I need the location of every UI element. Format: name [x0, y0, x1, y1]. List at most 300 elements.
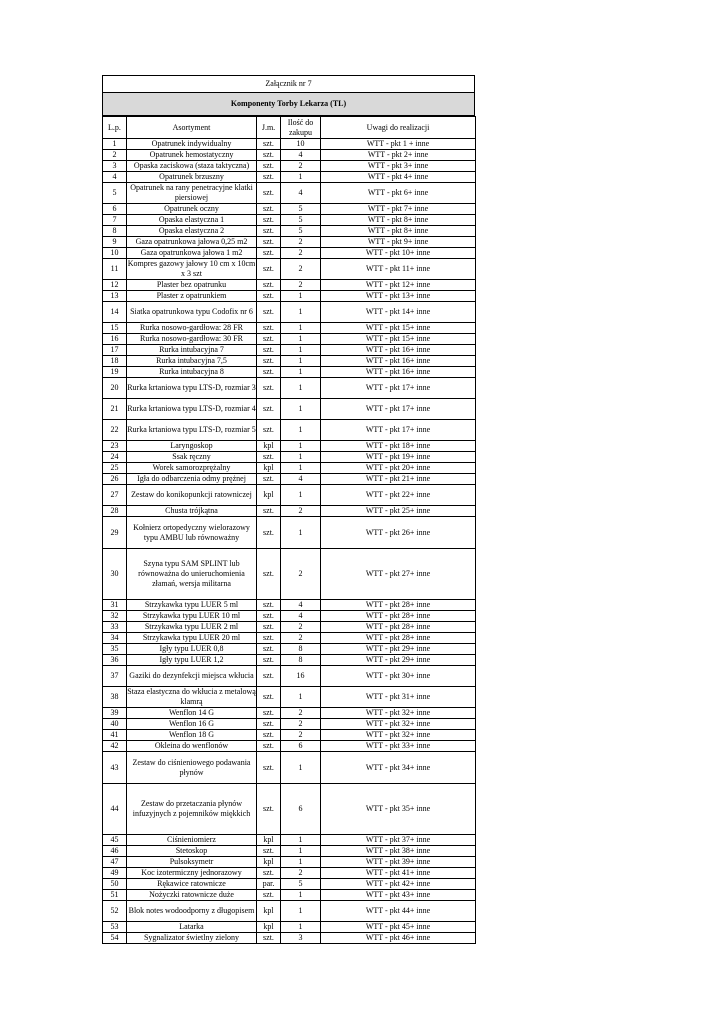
- cell-assortment: Rękawice ratownicze: [127, 879, 257, 890]
- cell-quantity: 1: [281, 302, 321, 323]
- cell-quantity: 1: [281, 463, 321, 474]
- cell-unit: szt.: [257, 161, 281, 172]
- cell-lp: 45: [103, 835, 127, 846]
- cell-quantity: 1: [281, 846, 321, 857]
- table-header-row: [103, 117, 476, 139]
- cell-lp: 43: [103, 752, 127, 784]
- cell-unit: szt.: [257, 708, 281, 719]
- cell-assortment: Strzykawka typu LUER 20 ml: [127, 633, 257, 644]
- table-row: [103, 506, 476, 517]
- cell-unit: szt.: [257, 420, 281, 441]
- cell-quantity: 2: [281, 633, 321, 644]
- cell-quantity: 5: [281, 204, 321, 215]
- table-row: [103, 901, 476, 922]
- cell-notes: WTT - pkt 27+ inne: [321, 549, 476, 600]
- cell-assortment: Kołnierz ortopedyczny wielorazowy typu AMBU lub równoważny: [127, 517, 257, 549]
- cell-assortment: Plaster z opatrunkiem: [127, 291, 257, 302]
- cell-notes: WTT - pkt 19+ inne: [321, 452, 476, 463]
- cell-quantity: 2: [281, 549, 321, 600]
- table-row: [103, 719, 476, 730]
- cell-lp: 52: [103, 901, 127, 922]
- table-row: [103, 611, 476, 622]
- cell-notes: WTT - pkt 6+ inne: [321, 183, 476, 204]
- cell-unit: szt.: [257, 517, 281, 549]
- cell-assortment: Staza elastyczna do wkłucia z metalową klamrą: [127, 687, 256, 706]
- cell-unit: kpl: [257, 835, 281, 846]
- cell-notes: WTT - pkt 28+ inne: [321, 611, 476, 622]
- cell-lp: 16: [103, 334, 127, 345]
- cell-assortment: Stetoskop: [127, 846, 257, 857]
- cell-notes: WTT - pkt 3+ inne: [321, 161, 476, 172]
- cell-assortment: Gaza opatrunkowa jałowa 0,25 m2: [127, 237, 257, 248]
- table-row: [103, 248, 476, 259]
- cell-lp: 2: [103, 150, 127, 161]
- cell-unit: szt.: [257, 204, 281, 215]
- cell-assortment: Koc izotermiczny jednorazowy: [127, 868, 257, 879]
- cell-unit: szt.: [257, 356, 281, 367]
- cell-assortment: Gaziki do dezynfekcji miejsca wkłucia: [127, 666, 257, 687]
- cell-assortment: Kompres gazowy jałowy 10 cm x 10cm x 3 szt: [127, 259, 256, 278]
- cell-lp: 49: [103, 868, 127, 879]
- table-row: [103, 399, 476, 420]
- cell-unit: szt.: [257, 506, 281, 517]
- table-row: [103, 302, 476, 323]
- table-row: [103, 204, 476, 215]
- table-row: [103, 879, 476, 890]
- table-row: [103, 517, 476, 549]
- table-row: [103, 784, 476, 835]
- cell-notes: WTT - pkt 17+ inne: [321, 399, 476, 420]
- cell-quantity: 4: [281, 611, 321, 622]
- cell-assortment: Sygnalizator świetlny zielony: [127, 933, 257, 944]
- cell-quantity: 1: [281, 922, 321, 933]
- cell-notes: WTT - pkt 29+ inne: [321, 655, 476, 666]
- cell-lp: 4: [103, 172, 127, 183]
- cell-assortment: Rurka krtaniowa typu LTS-D, rozmiar 4: [127, 399, 257, 420]
- cell-quantity: 1: [281, 687, 321, 708]
- cell-quantity: 16: [281, 666, 321, 687]
- table-row: [103, 452, 476, 463]
- cell-notes: WTT - pkt 28+ inne: [321, 622, 476, 633]
- table-row: [103, 622, 476, 633]
- cell-quantity: 1: [281, 441, 321, 452]
- cell-lp: 11: [103, 259, 127, 280]
- table-row: [103, 139, 476, 150]
- cell-unit: szt.: [257, 139, 281, 150]
- cell-unit: szt.: [257, 719, 281, 730]
- cell-assortment: Zestaw do konikopunkcji ratowniczej: [127, 485, 257, 506]
- cell-unit: szt.: [257, 611, 281, 622]
- items-table: [102, 116, 476, 944]
- cell-unit: kpl: [257, 857, 281, 868]
- table-row: [103, 356, 476, 367]
- cell-notes: WTT - pkt 10+ inne: [321, 248, 476, 259]
- table-row: [103, 183, 476, 204]
- cell-unit: szt.: [257, 890, 281, 901]
- cell-notes: WTT - pkt 28+ inne: [321, 600, 476, 611]
- cell-notes: WTT - pkt 28+ inne: [321, 633, 476, 644]
- cell-assortment: Strzykawka typu LUER 2 ml: [127, 622, 257, 633]
- cell-notes: WTT - pkt 43+ inne: [321, 890, 476, 901]
- cell-quantity: 1: [281, 857, 321, 868]
- cell-lp: 1: [103, 139, 127, 150]
- cell-assortment: Plaster bez opatrunku: [127, 280, 257, 291]
- cell-assortment: Ciśnieniomierz: [127, 835, 257, 846]
- cell-lp: 35: [103, 644, 127, 655]
- cell-unit: szt.: [257, 741, 281, 752]
- cell-assortment: Okleina do wenflonów: [127, 741, 257, 752]
- cell-assortment: Rurka krtaniowa typu LTS-D, rozmiar 5: [127, 420, 257, 441]
- cell-quantity: 1: [281, 420, 321, 441]
- annex-label: Załącznik nr 7: [102, 75, 475, 93]
- cell-notes: WTT - pkt 32+ inne: [321, 730, 476, 741]
- table-row: [103, 237, 476, 248]
- cell-unit: kpl: [257, 485, 281, 506]
- cell-quantity: 4: [281, 474, 321, 485]
- cell-quantity: 1: [281, 835, 321, 846]
- cell-lp: 33: [103, 622, 127, 633]
- cell-quantity: 1: [281, 901, 321, 922]
- cell-unit: szt.: [257, 345, 281, 356]
- cell-assortment: Rurka intubacyjna 7: [127, 345, 257, 356]
- cell-notes: WTT - pkt 21+ inne: [321, 474, 476, 485]
- cell-quantity: 2: [281, 708, 321, 719]
- cell-notes: WTT - pkt 25+ inne: [321, 506, 476, 517]
- cell-unit: szt.: [257, 633, 281, 644]
- cell-unit: kpl: [257, 922, 281, 933]
- table-row: [103, 868, 476, 879]
- cell-notes: WTT - pkt 32+ inne: [321, 719, 476, 730]
- cell-unit: szt.: [257, 784, 281, 835]
- cell-notes: WTT - pkt 29+ inne: [321, 644, 476, 655]
- cell-quantity: 2: [281, 161, 321, 172]
- table-row: [103, 890, 476, 901]
- cell-assortment: Strzykawka typu LUER 10 ml: [127, 611, 257, 622]
- cell-quantity: 1: [281, 323, 321, 334]
- cell-lp: 25: [103, 463, 127, 474]
- cell-lp: 38: [103, 687, 127, 708]
- cell-unit: szt.: [257, 291, 281, 302]
- cell-assortment: Laryngoskop: [127, 441, 257, 452]
- cell-notes: WTT - pkt 12+ inne: [321, 280, 476, 291]
- table-row: [103, 549, 476, 600]
- table-row: [103, 666, 476, 687]
- header-unit: J.m.: [257, 117, 281, 139]
- cell-quantity: 8: [281, 644, 321, 655]
- table-row: [103, 367, 476, 378]
- cell-notes: WTT - pkt 16+ inne: [321, 367, 476, 378]
- cell-lp: 53: [103, 922, 127, 933]
- cell-unit: par.: [257, 879, 281, 890]
- cell-quantity: 5: [281, 879, 321, 890]
- cell-notes: WTT - pkt 9+ inne: [321, 237, 476, 248]
- cell-quantity: 6: [281, 784, 321, 835]
- cell-notes: WTT - pkt 8+ inne: [321, 226, 476, 237]
- cell-unit: kpl: [257, 441, 281, 452]
- cell-notes: WTT - pkt 4+ inne: [321, 172, 476, 183]
- cell-lp: 41: [103, 730, 127, 741]
- cell-assortment: Igły typu LUER 0,8: [127, 644, 257, 655]
- cell-unit: szt.: [257, 752, 281, 784]
- cell-quantity: 2: [281, 730, 321, 741]
- cell-quantity: 2: [281, 237, 321, 248]
- cell-assortment: Pulsoksymetr: [127, 857, 257, 868]
- cell-unit: szt.: [257, 237, 281, 248]
- cell-lp: 51: [103, 890, 127, 901]
- cell-lp: 24: [103, 452, 127, 463]
- cell-quantity: 4: [281, 600, 321, 611]
- cell-quantity: 2: [281, 280, 321, 291]
- cell-quantity: 1: [281, 367, 321, 378]
- cell-quantity: 1: [281, 334, 321, 345]
- cell-notes: WTT - pkt 26+ inne: [321, 517, 476, 549]
- cell-unit: szt.: [257, 150, 281, 161]
- cell-assortment: Latarka: [127, 922, 257, 933]
- table-row: [103, 933, 476, 944]
- table-row: [103, 687, 476, 708]
- cell-notes: WTT - pkt 22+ inne: [321, 485, 476, 506]
- table-row: [103, 474, 476, 485]
- cell-quantity: 8: [281, 655, 321, 666]
- cell-notes: WTT - pkt 46+ inne: [321, 933, 476, 944]
- cell-assortment: Opatrunek hemostatyczny: [127, 150, 257, 161]
- header-lp: L.p.: [103, 117, 127, 139]
- cell-lp: 10: [103, 248, 127, 259]
- cell-notes: WTT - pkt 34+ inne: [321, 752, 476, 784]
- cell-quantity: 1: [281, 752, 321, 784]
- table-row: [103, 420, 476, 441]
- cell-assortment: Wenflon 14 G: [127, 708, 257, 719]
- cell-quantity: 1: [281, 452, 321, 463]
- table-row: [103, 226, 476, 237]
- cell-notes: WTT - pkt 15+ inne: [321, 323, 476, 334]
- cell-unit: szt.: [257, 655, 281, 666]
- cell-notes: WTT - pkt 2+ inne: [321, 150, 476, 161]
- table-row: [103, 485, 476, 506]
- cell-assortment: Igła do odbarczenia odmy prężnej: [127, 474, 257, 485]
- cell-lp: 23: [103, 441, 127, 452]
- cell-lp: 20: [103, 378, 127, 399]
- cell-unit: kpl: [257, 901, 281, 922]
- cell-lp: 40: [103, 719, 127, 730]
- cell-notes: WTT - pkt 31+ inne: [321, 687, 476, 708]
- cell-unit: szt.: [257, 474, 281, 485]
- cell-assortment: Wenflon 18 G: [127, 730, 257, 741]
- cell-assortment: Rurka intubacyjna 7,5: [127, 356, 257, 367]
- cell-lp: 15: [103, 323, 127, 334]
- cell-lp: 34: [103, 633, 127, 644]
- cell-lp: 46: [103, 846, 127, 857]
- cell-unit: szt.: [257, 868, 281, 879]
- table-row: [103, 291, 476, 302]
- cell-notes: WTT - pkt 37+ inne: [321, 835, 476, 846]
- cell-quantity: 6: [281, 741, 321, 752]
- cell-lp: 19: [103, 367, 127, 378]
- cell-notes: WTT - pkt 1 + inne: [321, 139, 476, 150]
- cell-notes: WTT - pkt 42+ inne: [321, 879, 476, 890]
- cell-lp: 54: [103, 933, 127, 944]
- cell-lp: 17: [103, 345, 127, 356]
- cell-assortment: Strzykawka typu LUER 5 ml: [127, 600, 257, 611]
- cell-notes: WTT - pkt 44+ inne: [321, 901, 476, 922]
- cell-lp: 42: [103, 741, 127, 752]
- table-row: [103, 150, 476, 161]
- cell-quantity: 1: [281, 890, 321, 901]
- cell-quantity: 5: [281, 226, 321, 237]
- cell-assortment: Opaska zaciskowa (staza taktyczna): [127, 161, 257, 172]
- cell-lp: 32: [103, 611, 127, 622]
- cell-lp: 12: [103, 280, 127, 291]
- cell-assortment: Wenflon 16 G: [127, 719, 257, 730]
- table-row: [103, 835, 476, 846]
- table-row: [103, 441, 476, 452]
- cell-assortment: Szyna typu SAM SPLINT lub równoważna do unieruchomienia złamań, wersja militarna: [127, 549, 257, 600]
- cell-assortment: Rurka nosowo-gardłowa: 30 FR: [127, 334, 257, 345]
- table-row: [103, 730, 476, 741]
- table-row: [103, 215, 476, 226]
- cell-notes: WTT - pkt 38+ inne: [321, 846, 476, 857]
- cell-quantity: 2: [281, 248, 321, 259]
- cell-assortment: Opatrunek brzuszny: [127, 172, 257, 183]
- table-row: [103, 752, 476, 784]
- cell-quantity: 1: [281, 378, 321, 399]
- table-row: [103, 334, 476, 345]
- cell-lp: 37: [103, 666, 127, 687]
- table-row: [103, 655, 476, 666]
- cell-unit: szt.: [257, 730, 281, 741]
- cell-assortment: Opatrunek na rany penetracyjne klatki piersiowej: [127, 183, 257, 204]
- cell-quantity: 1: [281, 172, 321, 183]
- cell-quantity: 2: [281, 506, 321, 517]
- cell-lp: 27: [103, 485, 127, 506]
- cell-quantity: 4: [281, 150, 321, 161]
- cell-quantity: 5: [281, 215, 321, 226]
- cell-quantity: 2: [281, 868, 321, 879]
- cell-unit: szt.: [257, 226, 281, 237]
- table-row: [103, 259, 476, 280]
- document-title: Komponenty Torby Lekarza (TL): [102, 93, 475, 116]
- cell-lp: 30: [103, 549, 127, 600]
- cell-unit: szt.: [257, 687, 281, 708]
- header-notes: Uwagi do realizacji: [321, 117, 476, 139]
- cell-assortment: Opaska elastyczna 2: [127, 226, 257, 237]
- cell-unit: szt.: [257, 452, 281, 463]
- table-row: [103, 644, 476, 655]
- cell-notes: WTT - pkt 18+ inne: [321, 441, 476, 452]
- cell-notes: WTT - pkt 20+ inne: [321, 463, 476, 474]
- cell-lp: 47: [103, 857, 127, 868]
- cell-unit: szt.: [257, 215, 281, 226]
- table-row: [103, 323, 476, 334]
- cell-notes: WTT - pkt 32+ inne: [321, 708, 476, 719]
- cell-quantity: 3: [281, 933, 321, 944]
- cell-lp: 6: [103, 204, 127, 215]
- table-row: [103, 922, 476, 933]
- cell-lp: 8: [103, 226, 127, 237]
- cell-assortment: Siatka opatrunkowa typu Codofix nr 6: [127, 302, 257, 323]
- cell-lp: 13: [103, 291, 127, 302]
- table-row: [103, 741, 476, 752]
- cell-quantity: 1: [281, 399, 321, 420]
- table-row: [103, 280, 476, 291]
- cell-quantity: 2: [281, 259, 321, 280]
- cell-lp: 22: [103, 420, 127, 441]
- cell-quantity: 2: [281, 622, 321, 633]
- header-quantity: Ilość do zakupu: [281, 117, 321, 139]
- document-page: [102, 75, 475, 944]
- cell-unit: szt.: [257, 666, 281, 687]
- cell-notes: WTT - pkt 39+ inne: [321, 857, 476, 868]
- cell-notes: WTT - pkt 17+ inne: [321, 420, 476, 441]
- cell-assortment: Rurka krtaniowa typu LTS-D, rozmiar 3: [127, 378, 257, 399]
- cell-notes: WTT - pkt 15+ inne: [321, 334, 476, 345]
- cell-notes: WTT - pkt 13+ inne: [321, 291, 476, 302]
- cell-unit: szt.: [257, 323, 281, 334]
- cell-lp: 5: [103, 183, 127, 204]
- cell-notes: WTT - pkt 8+ inne: [321, 215, 476, 226]
- cell-assortment: Worek samorozprężalny: [127, 463, 257, 474]
- cell-unit: szt.: [257, 280, 281, 291]
- cell-unit: szt.: [257, 644, 281, 655]
- cell-notes: WTT - pkt 7+ inne: [321, 204, 476, 215]
- cell-notes: WTT - pkt 35+ inne: [321, 784, 476, 835]
- cell-assortment: Gaza opatrunkowa jałowa 1 m2: [127, 248, 257, 259]
- cell-assortment: Rurka nosowo-gardłowa: 28 FR: [127, 323, 257, 334]
- cell-notes: WTT - pkt 17+ inne: [321, 378, 476, 399]
- cell-quantity: 1: [281, 356, 321, 367]
- table-row: [103, 857, 476, 868]
- table-row: [103, 161, 476, 172]
- cell-lp: 29: [103, 517, 127, 549]
- cell-lp: 21: [103, 399, 127, 420]
- cell-lp: 44: [103, 784, 127, 835]
- table-row: [103, 463, 476, 474]
- cell-unit: szt.: [257, 933, 281, 944]
- cell-assortment: Zestaw do ciśnieniowego podawania płynów: [127, 752, 257, 784]
- cell-unit: szt.: [257, 302, 281, 323]
- cell-notes: WTT - pkt 45+ inne: [321, 922, 476, 933]
- cell-notes: WTT - pkt 30+ inne: [321, 666, 476, 687]
- cell-unit: szt.: [257, 399, 281, 420]
- cell-quantity: 10: [281, 139, 321, 150]
- cell-unit: szt.: [257, 248, 281, 259]
- cell-lp: 7: [103, 215, 127, 226]
- cell-quantity: 1: [281, 517, 321, 549]
- cell-notes: WTT - pkt 14+ inne: [321, 302, 476, 323]
- cell-assortment: Igły typu LUER 1,2: [127, 655, 257, 666]
- cell-notes: WTT - pkt 11+ inne: [321, 259, 476, 280]
- table-row: [103, 708, 476, 719]
- cell-lp: 31: [103, 600, 127, 611]
- header-assortment: Asortyment: [127, 117, 257, 139]
- cell-lp: 28: [103, 506, 127, 517]
- table-row: [103, 600, 476, 611]
- cell-lp: 9: [103, 237, 127, 248]
- cell-quantity: 1: [281, 345, 321, 356]
- cell-lp: 14: [103, 302, 127, 323]
- cell-notes: WTT - pkt 33+ inne: [321, 741, 476, 752]
- table-row: [103, 172, 476, 183]
- cell-unit: kpl: [257, 463, 281, 474]
- cell-lp: 26: [103, 474, 127, 485]
- cell-unit: szt.: [257, 334, 281, 345]
- cell-quantity: 1: [281, 485, 321, 506]
- cell-unit: szt.: [257, 259, 281, 280]
- table-row: [103, 378, 476, 399]
- cell-quantity: 2: [281, 719, 321, 730]
- cell-unit: szt.: [257, 600, 281, 611]
- table-row: [103, 345, 476, 356]
